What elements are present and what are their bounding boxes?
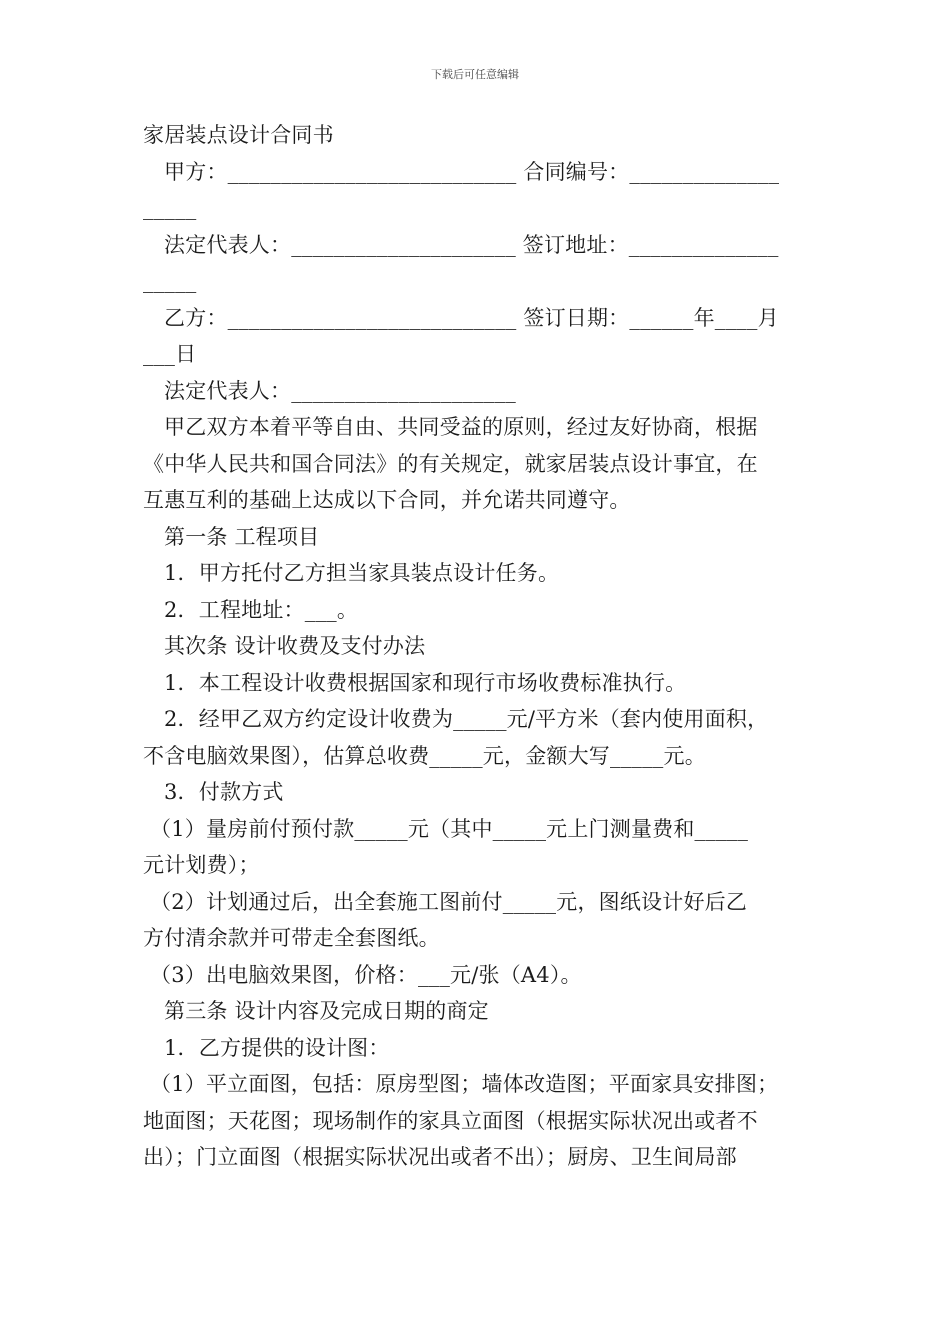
- article-2-item-2: 2．经甲乙双方约定设计收费为_____元/平方米（套内使用面积，: [164, 707, 769, 731]
- article-2-item-2-cont: 不含电脑效果图），估算总收费_____元，金额大写_____元。: [143, 743, 706, 768]
- payment-sub-2: （2）计划通过后，出全套施工图前付_____元，图纸设计好后乙: [150, 889, 748, 914]
- article-3-heading: 第三条 设计内容及完成日期的商定: [164, 999, 489, 1023]
- design-sub-1-cont-2: 出）；门立面图（根据实际状况出或者不出）；厨房、卫生间局部: [143, 1145, 737, 1169]
- article-1-heading: 第一条 工程项目: [164, 524, 320, 549]
- article-1-item-2: 2．工程地址：___。: [164, 597, 359, 622]
- legal-rep-a-line: 法定代表人：_____________________ 签订地址：______________: [164, 232, 779, 257]
- article-2-heading: 其次条 设计收费及支付办法: [164, 634, 426, 658]
- article-2-item-3: 3．付款方式: [164, 780, 284, 804]
- contract-title: 家居装点设计合同书: [143, 123, 334, 147]
- payment-sub-2-cont: 方付清余款并可带走全套图纸。: [143, 926, 440, 950]
- page-header-note: 下载后可任意编辑: [431, 68, 519, 81]
- payment-sub-1: （1）量房前付预付款_____元（其中_____元上门测量费和_____: [150, 816, 749, 841]
- article-3-item-1: 1．乙方提供的设计图：: [164, 1035, 390, 1060]
- payment-sub-1-cont: 元计划费）；: [143, 853, 260, 877]
- article-2-item-1: 1．本工程设计收费根据国家和现行市场收费标准执行。: [164, 670, 687, 695]
- article-1-item-1: 1．甲方托付乙方担当家具装点设计任务。: [164, 561, 560, 585]
- legal-rep-a-line-cont: _____: [143, 269, 197, 293]
- party-a-line-cont: _____: [143, 196, 197, 220]
- party-b-line-cont: ___日: [143, 342, 197, 366]
- party-b-line: 乙方：___________________________ 签订日期：______年____月: [164, 305, 779, 330]
- preamble-line-2: 《中华人民共和国合同法》的有关规定，就家居装点设计事宜，在: [143, 451, 758, 476]
- design-sub-1: （1）平立面图，包括：原房型图；墙体改造图；平面家具安排图；: [150, 1072, 779, 1096]
- legal-rep-b-line: 法定代表人：_____________________: [164, 378, 516, 403]
- preamble-line-3: 互惠互利的基础上达成以下合同，并允诺共同遵守。: [143, 488, 631, 512]
- design-sub-1-cont-1: 地面图；天花图；现场制作的家具立面图（根据实际状况出或者不: [143, 1108, 758, 1133]
- party-a-line: 甲方：___________________________ 合同编号：______________: [164, 159, 780, 184]
- payment-sub-3: （3）出电脑效果图，价格：___元/张（A4）。: [150, 962, 582, 987]
- contract-body: [143, 117, 823, 1176]
- preamble-line-1: 甲乙双方本着平等自由、共同受益的原则，经过友好协商，根据: [164, 415, 758, 439]
